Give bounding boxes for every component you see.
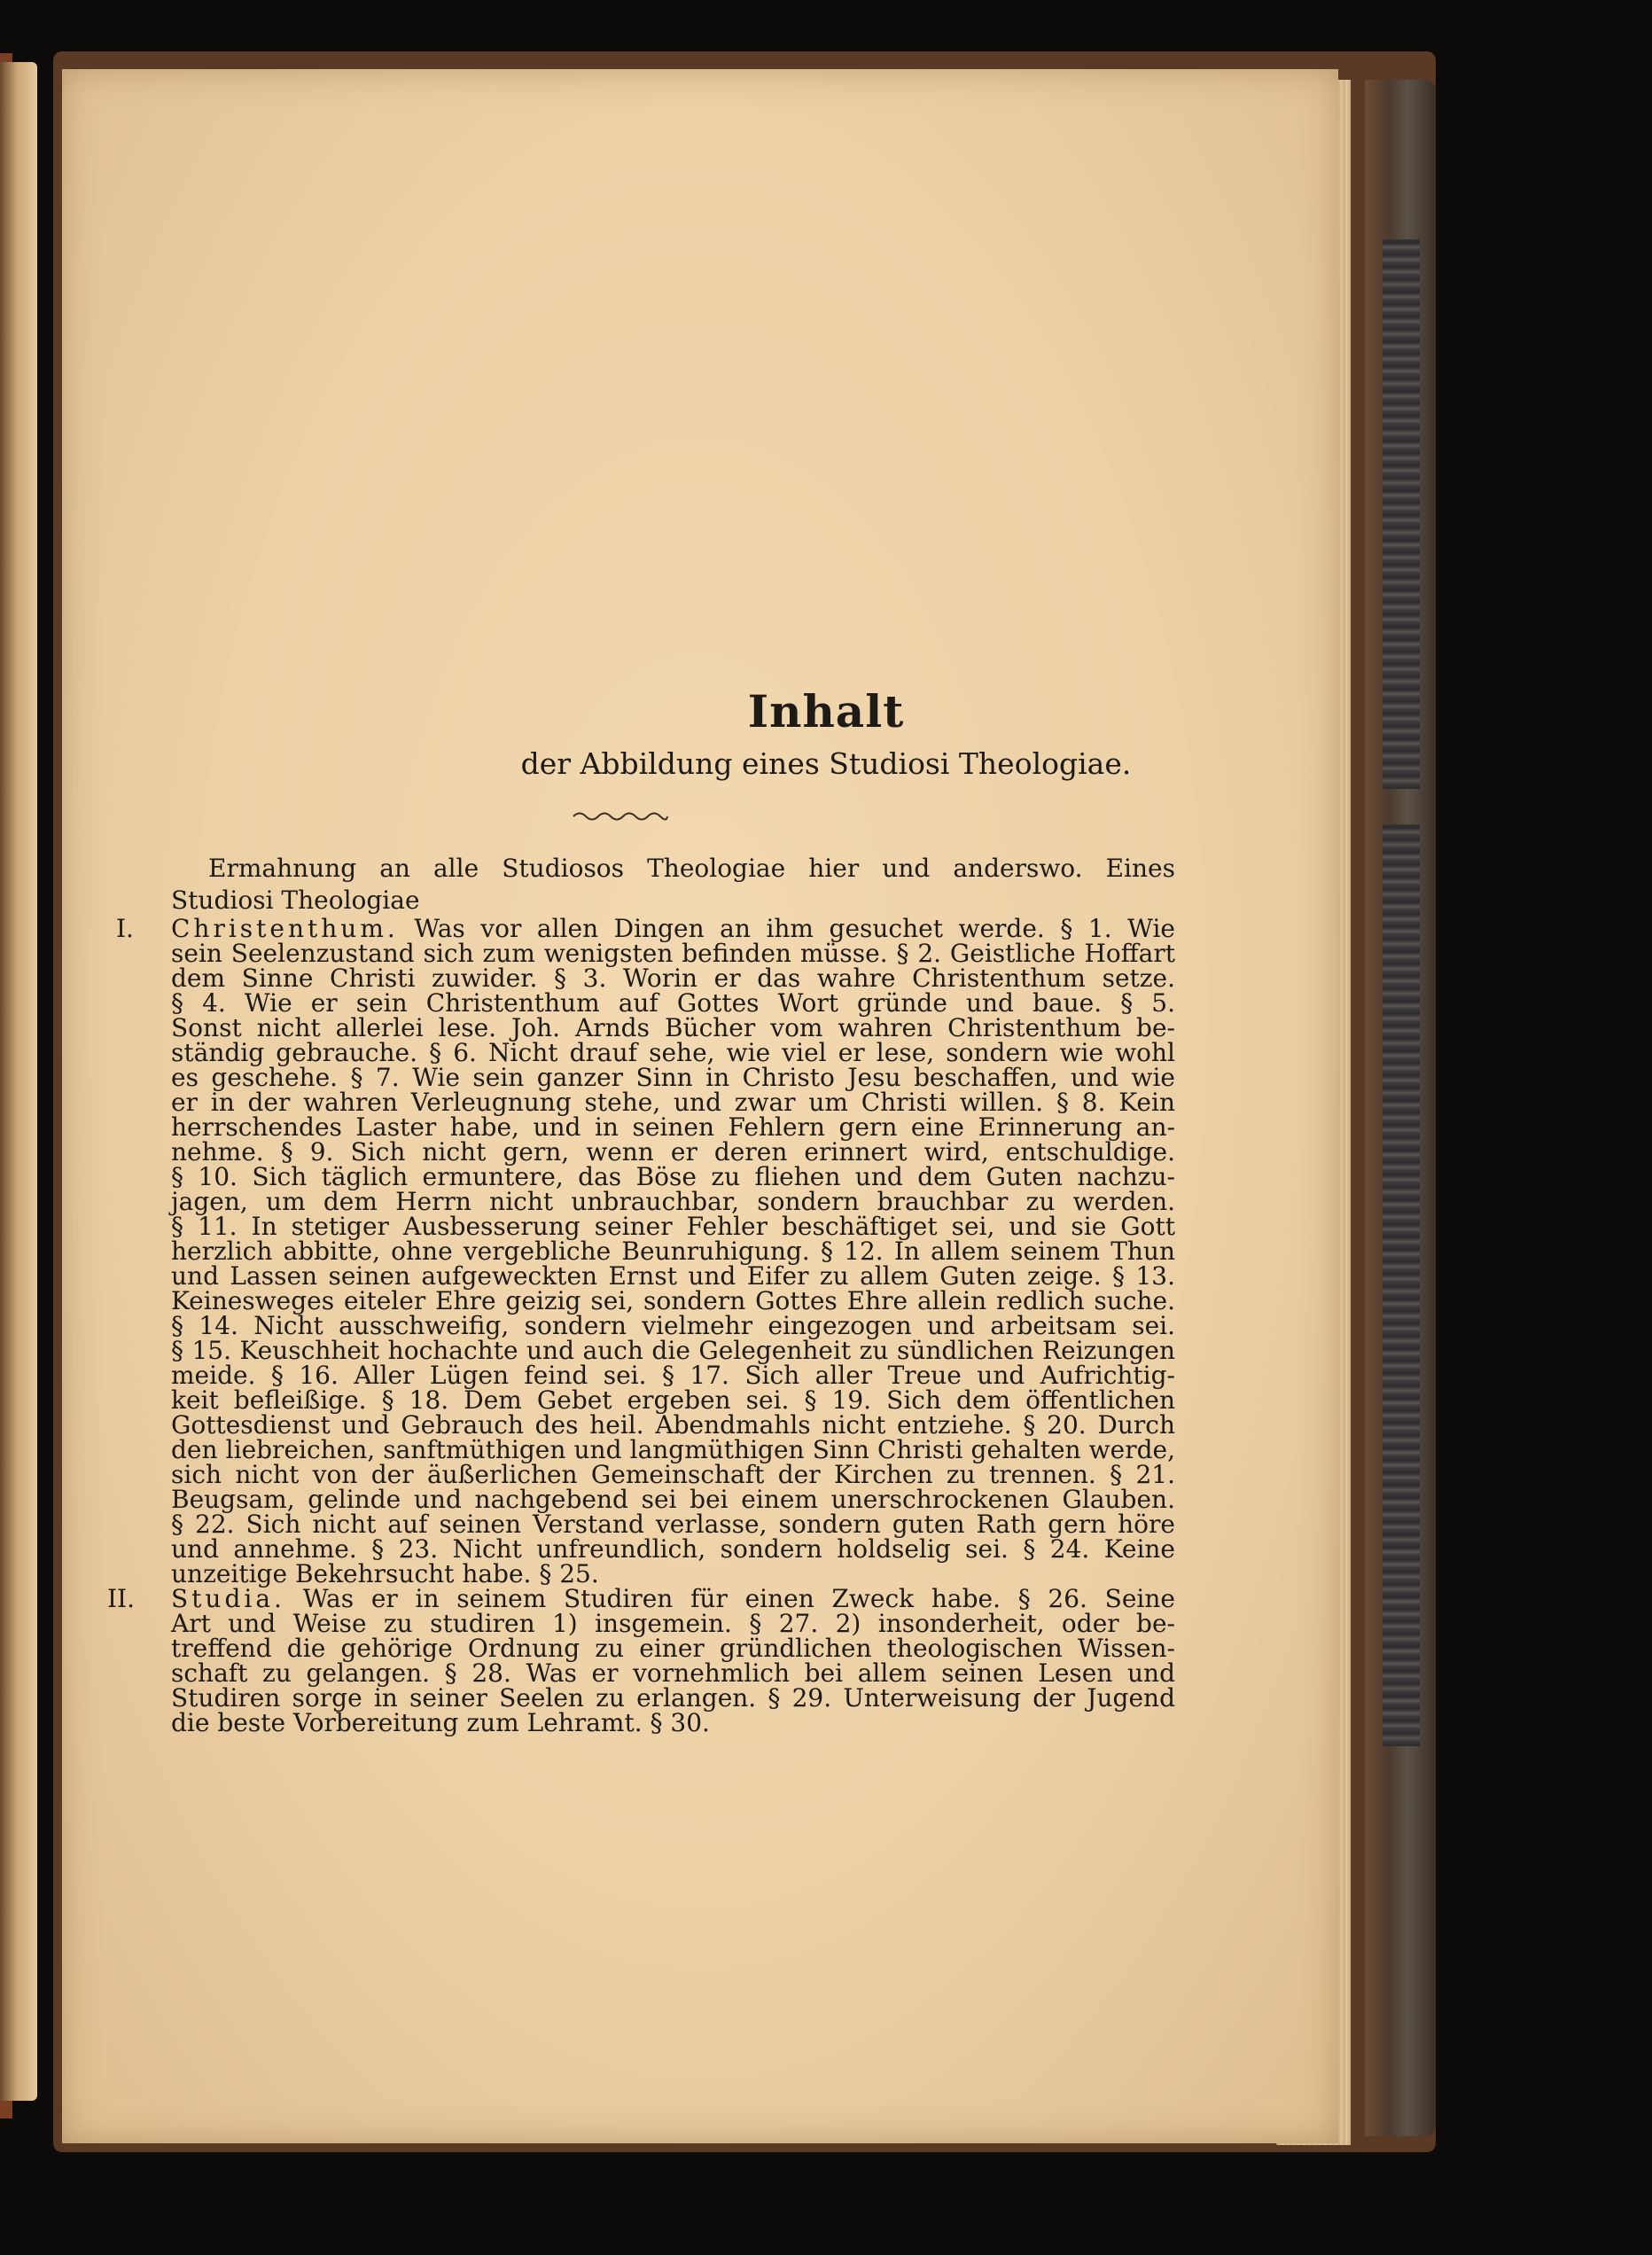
- list-item: Was er in seinem Studiren für einen Zweck habe. § 26. Seine: [302, 1584, 1175, 1613]
- list-item: Sonst nicht allerlei lese. Joh. Arnds Bücher vom wahren Christenthum be-: [171, 1013, 1175, 1042]
- list-item: treffend die gehörige Ordnung zu einer gründlichen theologischen Wissen-: [171, 1634, 1175, 1663]
- list-item: Gottesdienst und Gebrauch des heil. Abendmahls nicht entziehe. § 20. Durch: [171, 1410, 1175, 1440]
- list-item: die beste Vorbereitung zum Lehramt. § 30.: [171, 1708, 710, 1737]
- page-title: Inhalt: [747, 685, 905, 737]
- list-item: Studiren sorge in seiner Seelen zu erlangen. § 29. Unterweisung der Jugend: [171, 1683, 1175, 1713]
- list-item: ständig gebrauche. § 6. Nicht drauf sehe, wie viel er lese, sondern wie wohl: [171, 1038, 1175, 1067]
- list-item: und Lassen seinen aufgeweckten Ernst und Eifer zu allem Guten zeige. § 13.: [171, 1261, 1175, 1291]
- list-item: nehme. § 9. Sich nicht gern, wenn er deren erinnert wird, entschuldige.: [171, 1137, 1175, 1167]
- list-item: § 14. Nicht ausschweifig, sondern vielmehr eingezogen und arbeitsam sei.: [171, 1311, 1175, 1340]
- table-of-contents: [107, 854, 1175, 1737]
- list-item: Art und Weise zu studiren 1) insgemein. § 27. 2) insonderheit, oder be-: [171, 1609, 1175, 1638]
- list-item: § 4. Wie er sein Christenthum auf Gottes Wort gründe und baue. § 5.: [171, 988, 1175, 1018]
- list-item: sein Seelenzustand sich zum wenigsten befinden müsse. § 2. Geistliche Hoffart: [171, 939, 1175, 968]
- list-item: den liebreichen, sanftmüthigen und langmüthigen Sinn Christi gehalten werde,: [171, 1435, 1175, 1464]
- list-item: schaft zu gelangen. § 28. Was er vornehmlich bei allem seinen Lesen und: [171, 1658, 1175, 1688]
- cover-wear-strip: [1383, 824, 1420, 1746]
- list-item: jagen, um dem Herrn nicht unbrauchbar, sondern brauchbar zu werden.: [171, 1187, 1175, 1216]
- section-2-heading: Studia.: [171, 1584, 285, 1613]
- section-1-heading: Christenthum.: [171, 914, 399, 943]
- left-page-edge: [0, 62, 37, 2101]
- intro-line: Studiosi Theologiae: [171, 886, 420, 915]
- list-item: Beugsam, gelinde und nachgebend sei bei einem unerschrockenen Glauben.: [171, 1485, 1175, 1514]
- list-item: meide. § 16. Aller Lügen feind sei. § 17. Sich aller Treue und Aufrichtig-: [171, 1361, 1175, 1390]
- list-item: Keinesweges eiteler Ehre geizig sei, sondern Gottes Ehre allein redlich suche.: [171, 1286, 1175, 1315]
- list-item: § 10. Sich täglich ermuntere, das Böse zu fliehen und dem Guten nachzu-: [171, 1162, 1175, 1191]
- list-item: sich nicht von der äußerlichen Gemeinschaft der Kirchen zu trennen. § 21.: [171, 1460, 1175, 1489]
- intro-line: Ermahnung an alle Studiosos Theologiae hier und anderswo. Eines: [208, 854, 1175, 883]
- list-item: es geschehe. § 7. Wie sein ganzer Sinn in Christo Jesu beschaffen, und wie: [171, 1063, 1175, 1092]
- page-subtitle: der Abbildung eines Studiosi Theologiae.: [520, 746, 1132, 781]
- list-item: herzlich abbitte, ohne vergebliche Beunruhigung. § 12. In allem seinem Thun: [171, 1237, 1175, 1266]
- list-item: und annehme. § 23. Nicht unfreundlich, sondern holdselig sei. § 24. Keine: [171, 1534, 1175, 1564]
- section-1-numeral: I.: [116, 914, 134, 943]
- list-item: Was vor allen Dingen an ihm gesuchet werde. § 1. Wie: [414, 914, 1175, 943]
- list-item: unzeitige Bekehrsucht habe. § 25.: [171, 1559, 599, 1588]
- list-item: er in der wahren Verleugnung stehe, und zwar um Christi willen. § 8. Kein: [171, 1088, 1175, 1117]
- list-item: § 22. Sich nicht auf seinen Verstand verlasse, sondern guten Rath gern höre: [171, 1510, 1175, 1539]
- section-1-first-line: [116, 914, 1175, 943]
- list-item: keit befleißige. § 18. Dem Gebet ergeben sei. § 19. Sich dem öffentlichen: [171, 1385, 1175, 1415]
- list-item: dem Sinne Christi zuwider. § 3. Worin er das wahre Christenthum setze.: [171, 964, 1175, 993]
- section-2-first-line: [107, 1584, 1175, 1613]
- list-item: § 11. In stetiger Ausbesserung seiner Fehler beschäftiget sei, und sie Gott: [171, 1212, 1175, 1241]
- list-item: herrschendes Laster habe, und in seinen Fehlern gern eine Erinnerung an-: [171, 1112, 1175, 1142]
- wavy-divider-ornament: [572, 808, 669, 824]
- section-2-numeral: II.: [107, 1584, 136, 1613]
- list-item: § 15. Keuschheit hochachte und auch die Gelegenheit zu sündlichen Reizungen: [171, 1336, 1175, 1365]
